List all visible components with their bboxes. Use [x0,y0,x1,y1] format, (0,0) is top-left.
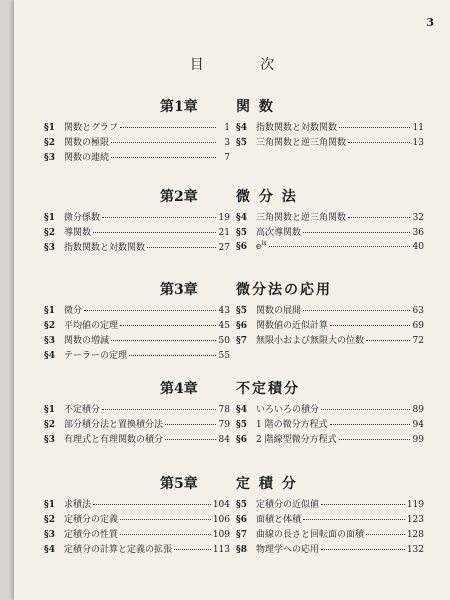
book-page [14,0,450,600]
chapter-title: 定 積 分 [236,476,298,492]
toc-column-left [44,120,230,165]
page-ref: 40 [412,242,424,252]
toc-entry [236,527,424,542]
section-number: §4 [44,351,55,361]
section-number: §5 [236,138,247,148]
section-number: §6 [236,435,247,445]
section-number: §2 [44,228,55,238]
section-title: テーラーの定理 [64,351,128,361]
toc-column-right [236,210,424,255]
leader-dots [102,217,216,218]
leader-dots [269,246,410,247]
section-title: 曲線の長さと回転面の面積 [256,530,365,540]
page-ref: 69 [412,321,424,331]
toc-entry [44,527,230,542]
section-number: §4 [44,545,55,555]
section-number: §3 [44,435,55,445]
section-title: 部分積分法と置換積分法 [64,420,164,430]
toc-column-left [44,303,230,363]
chapter-label: 第5章 [160,476,198,492]
section-number: §5 [236,500,247,510]
toc-entry [44,348,230,363]
section-number: §7 [236,530,247,540]
section-title: 物理学への応用 [256,545,320,555]
chapter-section [14,473,450,557]
leader-dots [321,409,410,410]
section-title: 2 階線型微分方程式 [256,435,337,445]
page-ref: 128 [406,530,424,540]
section-title: 有理式と有理関数の積分 [64,435,164,445]
section-title: 面積と体積 [256,515,302,525]
leader-dots [330,325,410,326]
toc-entry [44,225,230,240]
page-ref: 109 [212,530,230,540]
toc-entry [236,497,424,512]
section-number: §4 [236,213,247,223]
section-number: §5 [236,306,247,316]
toc-entry [44,135,230,150]
page-ref: 106 [212,515,230,525]
leader-dots [303,232,410,233]
leader-dots [366,534,405,535]
page-ref: 94 [412,420,424,430]
page-ref: 1 [224,123,230,133]
section-title: 不定積分 [64,405,101,415]
toc-column-left [44,210,230,255]
section-number: §8 [236,545,247,555]
toc-entry [44,542,230,557]
section-number: §2 [44,420,55,430]
page-ref: 32 [412,213,424,223]
section-number: §5 [236,420,247,430]
chapter-label: 第2章 [160,189,198,205]
page-ref: 132 [406,545,424,555]
leader-dots [321,549,405,550]
toc-entry [44,497,230,512]
toc-entry [44,303,230,318]
toc-entry [44,318,230,333]
toc-entry [236,542,424,557]
leader-dots [330,424,410,425]
page-ref: 119 [406,500,424,510]
chapter-section [14,186,450,270]
page-ref: 45 [218,321,230,331]
leader-dots [102,409,216,410]
toc-entry [236,432,424,447]
chapter-heading [14,96,450,120]
toc-column-right [236,120,424,150]
chapter-heading [14,378,450,402]
section-title: 三角関数と逆三角関数 [256,138,347,148]
section-number: §6 [236,515,247,525]
chapter-section [14,378,450,462]
section-number: §3 [44,336,55,346]
section-number: §2 [44,138,55,148]
leader-dots [84,310,216,311]
toc-entry [236,512,424,527]
page-ref: 36 [412,228,424,238]
section-number: §4 [236,405,247,415]
page-ref: 72 [412,336,424,346]
chapter-title: 微分法の応用 [236,282,332,298]
toc-column-right [236,303,424,348]
leader-dots [165,439,216,440]
leader-dots [348,217,410,218]
chapter-label: 第3章 [160,282,198,298]
chapter-section [14,96,450,180]
toc-entry [236,225,424,240]
chapter-title: 微 分 法 [236,189,298,205]
leader-dots [120,519,211,520]
leader-dots [111,157,216,158]
leader-dots [93,504,211,505]
toc-entry [44,417,230,432]
toc-entry [236,210,424,225]
section-title: 指数関数と対数関数 [64,243,146,253]
page-ref: 13 [412,138,424,148]
page-ref: 78 [218,405,230,415]
section-number: §3 [44,530,55,540]
leader-dots [129,355,216,356]
leader-dots [321,504,405,505]
section-number: §7 [236,336,247,346]
leader-dots [120,127,216,128]
leader-dots [366,340,410,341]
page-ref: 55 [218,351,230,361]
section-number: §1 [44,306,55,316]
page-ref: 27 [218,243,230,253]
chapter-heading [14,473,450,497]
section-title: 無限小および無限大の位数 [256,336,365,346]
page-ref: 19 [218,213,230,223]
section-number: §2 [44,321,55,331]
leader-dots [174,549,211,550]
toc-entry [236,318,424,333]
section-title: 定積分の性質 [64,530,119,540]
section-number: §1 [44,123,55,133]
section-title: いろいろの積分 [256,405,320,415]
toc-title: 目 次 [189,57,301,73]
section-number: §1 [44,500,55,510]
section-title: 微分係数 [64,213,101,223]
page-ref: 21 [218,228,230,238]
toc-column-right [236,402,424,447]
section-number: §3 [44,243,55,253]
section-title: 指数関数と対数関数 [256,123,338,133]
page-ref: 3 [224,138,230,148]
page-ref: 104 [212,500,230,510]
leader-dots [93,232,216,233]
toc-entry [236,417,424,432]
chapter-label: 第4章 [160,381,198,397]
chapter-label: 第1章 [160,99,198,115]
toc-entry [44,402,230,417]
section-title: 関数値の近似計算 [256,321,329,331]
chapter-section [14,279,450,363]
toc-entry [236,303,424,318]
section-title: 関数とグラフ [64,123,119,133]
section-title: 求積法 [64,500,92,510]
toc-entry [236,135,424,150]
section-number: §3 [44,153,55,163]
leader-dots [111,142,216,143]
toc-column-left [44,497,230,557]
page-ref: 113 [212,545,230,555]
section-title: 関数の展開 [256,306,302,316]
page-ref: 43 [218,306,230,316]
section-number: §6 [236,321,247,331]
toc-entry [236,402,424,417]
section-number: §5 [236,228,247,238]
section-title: 1 階の微分方程式 [256,420,328,430]
section-number: §1 [44,405,55,415]
chapter-heading [14,186,450,210]
toc-entry [236,240,424,255]
chapter-heading [14,279,450,303]
section-title: 平均値の定理 [64,321,119,331]
page-ref: 84 [218,435,230,445]
page-ref: 79 [218,420,230,430]
toc-entry [44,333,230,348]
section-title: 導関数 [64,228,92,238]
section-number: §6 [236,242,247,252]
page-ref: 50 [218,336,230,346]
toc-entry [236,120,424,135]
section-title: 定積分の計算と定義の拡張 [64,545,173,555]
section-number: §2 [44,515,55,525]
toc-column-left [44,402,230,447]
leader-dots [339,439,410,440]
section-title: 三角関数と逆三角関数 [256,213,347,223]
page-number: 3 [426,16,434,29]
leader-dots [147,247,216,248]
page-ref: 89 [412,405,424,415]
page-ref: 7 [224,153,230,163]
toc-entry [44,432,230,447]
chapter-title: 不定積分 [236,381,300,397]
leader-dots [120,325,216,326]
leader-dots [348,142,410,143]
toc-entry [44,512,230,527]
toc-entry [44,240,230,255]
toc-entry [236,333,424,348]
section-title: 関数の極限 [64,138,110,148]
page-ref: 11 [412,123,424,133]
chapter-title: 関 数 [236,99,275,115]
section-number: §1 [44,213,55,223]
section-number: §4 [236,123,247,133]
toc-entry [44,210,230,225]
leader-dots [303,310,410,311]
leader-dots [165,424,216,425]
leader-dots [303,519,405,520]
leader-dots [111,340,216,341]
page-ref: 99 [412,435,424,445]
page-ref: 123 [406,515,424,525]
section-title: 微分 [64,306,83,316]
section-title: $e^{ix}$ [256,240,267,252]
leader-dots [120,534,211,535]
section-title: 定積分の定義 [64,515,119,525]
leader-dots [339,127,410,128]
toc-column-right [236,497,424,557]
section-title: 高次導関数 [256,228,302,238]
section-title: 関数の連続 [64,153,110,163]
page-ref: 63 [412,306,424,316]
toc-entry [44,150,230,165]
section-title: 定積分の近似値 [256,500,320,510]
toc-entry [44,120,230,135]
section-title: 関数の増減 [64,336,110,346]
